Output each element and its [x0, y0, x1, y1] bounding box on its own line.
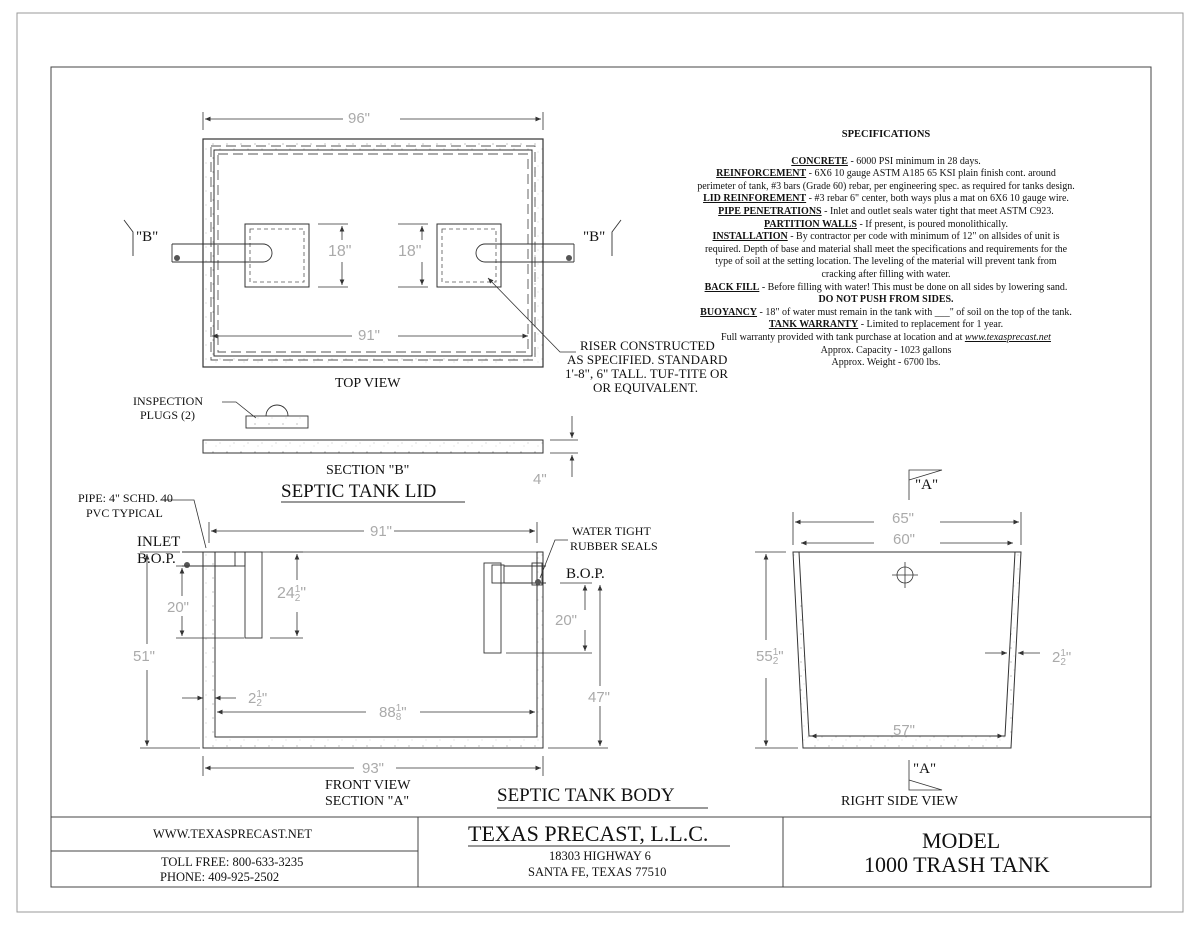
spec-website-link[interactable]: www.texasprecast.net [964, 331, 1051, 343]
title-phone: PHONE: 409-925-2502 [160, 870, 280, 884]
pipe-note-line1: PIPE: 4" SCHD. 40 [78, 491, 173, 505]
specifications-block: SPECIFICATIONS CONCRETE - 6000 PSI minimum in 28 days. REINFORCEMENT - 6X6 10 gauge ASTM A185 65 KSI plain finish cont. around perimeter of tank, #3 bars (Grade 60) rebar, per engineering spec. as required for tanks design. LID REINFOREMENT - #3 rebar 6" center, both ways plus a mat on 6X6 10 gauge wire. PIPE PENETRATIONS - Inlet and outlet seals water tight that meet ASTM C923. PARTITION WALLS - If present, is poured monolithically. INSTALLATION - By contractor per code with minimum of 12" on allsides of unit is required. Depth of base and material shall meet the specifications and requirements for the type of soil at the setting location. The leveling of the material will prevent tank from cracking after filling with water. BACK FILL - Before filling with water! This must be done on all sides by lowering sand. DO NOT PUSH FROM SIDES. BUOYANCY - 18" of water must remain in the tank with ___" of soil on the top of the tank. TANK WARRANTY - Limited to replacement for 1 year. Full warranty provided with tank purchase at location and at www.texasprecast.net Approx. Capacity - 1023 gallons Approx. Weight - 6700 lbs. [672, 129, 1100, 370]
riser-note-line1: RISER CONSTRUCTED [580, 338, 715, 353]
company-name: TEXAS PRECAST, L.L.C. [468, 821, 709, 846]
lid-section-caption: SECTION "B" [326, 463, 410, 478]
side-floor-dim: 57" [893, 722, 916, 739]
spec-reinforcement-label: REINFORCEMENT [716, 168, 807, 180]
water-note-line1: WATER TIGHT [572, 524, 651, 538]
front-section-caption: SECTION "A" [325, 794, 410, 809]
section-b-left: "B" [136, 229, 159, 245]
spec-no-push: DO NOT PUSH FROM SIDES. [818, 294, 954, 306]
outlet-bop-label: B.O.P. [566, 566, 605, 582]
section-b-right: "B" [583, 229, 606, 245]
top-view-caption: TOP VIEW [335, 376, 401, 391]
side-height-dim: 551 2" [756, 647, 784, 667]
front-top-dim: 91" [370, 523, 393, 540]
riser-note-line4: OR EQUIVALENT. [593, 380, 698, 395]
side-view-caption: RIGHT SIDE VIEW [841, 794, 958, 809]
model-name: 1000 TRASH TANK [864, 852, 1050, 877]
inlet-label: INLET [137, 534, 181, 550]
lid-title: SEPTIC TANK LID [281, 481, 437, 502]
inspection-note-line1: INSPECTION [133, 394, 204, 408]
outlet-drop-dim: 20" [555, 612, 578, 629]
spec-install-label: INSTALLATION [712, 231, 788, 243]
title-toll-free: TOLL FREE: 800-633-3235 [161, 855, 304, 869]
section-a-top: "A" [915, 477, 939, 493]
spec-buoyancy-label: BUOYANCY [700, 306, 758, 318]
spec-warranty-label: TANK WARRANTY [768, 319, 859, 331]
title-website[interactable]: WWW.TEXASPRECAST.NET [153, 827, 313, 841]
spec-concrete-label: CONCRETE [791, 155, 848, 167]
riser-right-dim: 18" [398, 243, 422, 260]
spec-backfill-label: BACK FILL [704, 281, 760, 293]
spec-title: SPECIFICATIONS [841, 129, 931, 140]
front-view-tank [182, 552, 546, 748]
top-inner-dim: 91" [358, 327, 381, 344]
side-view-tank [793, 552, 1021, 748]
company-address1: 18303 HIGHWAY 6 [549, 849, 651, 863]
inlet-bop-label: B.O.P. [137, 551, 176, 567]
spec-pipe-label: PIPE PENETRATIONS [718, 205, 822, 217]
bottom-dim: 93" [362, 760, 385, 777]
floor-dim: 881 8" [379, 703, 407, 723]
model-label: MODEL [922, 828, 1001, 853]
inlet-drop-dim: 20" [167, 599, 190, 616]
side-outer-dim: 65" [892, 510, 915, 527]
section-a-bottom: "A" [913, 761, 937, 777]
riser-note-line3: 1'-8", 6" TALL. TUF-TITE OR [565, 366, 729, 381]
water-note-line2: RUBBER SEALS [570, 539, 658, 553]
riser-left-dim: 18" [328, 243, 352, 260]
riser-note-line2: AS SPECIFIED. STANDARD [567, 352, 728, 367]
top-width-dim: 96" [348, 110, 371, 127]
front-view-caption: FRONT VIEW [325, 778, 411, 793]
lid-thickness-dim: 4" [533, 471, 547, 488]
company-address2: SANTA FE, TEXAS 77510 [528, 865, 667, 879]
body-title: SEPTIC TANK BODY [497, 785, 675, 806]
spec-partition-label: PARTITION WALLS [764, 218, 857, 230]
height-dim: 51" [133, 648, 156, 665]
baffle-dim: 241 2" [277, 584, 307, 604]
wall-dim: 21 2" [248, 689, 268, 709]
side-inner-dim: 60" [893, 531, 916, 548]
outlet-height-dim: 47" [588, 689, 611, 706]
spec-lid-label: LID REINFOREMENT [703, 193, 807, 205]
inspection-note-line2: PLUGS (2) [140, 408, 196, 422]
side-wall-dim: 21 2" [1052, 648, 1072, 668]
pipe-note-line2: PVC TYPICAL [86, 506, 163, 520]
